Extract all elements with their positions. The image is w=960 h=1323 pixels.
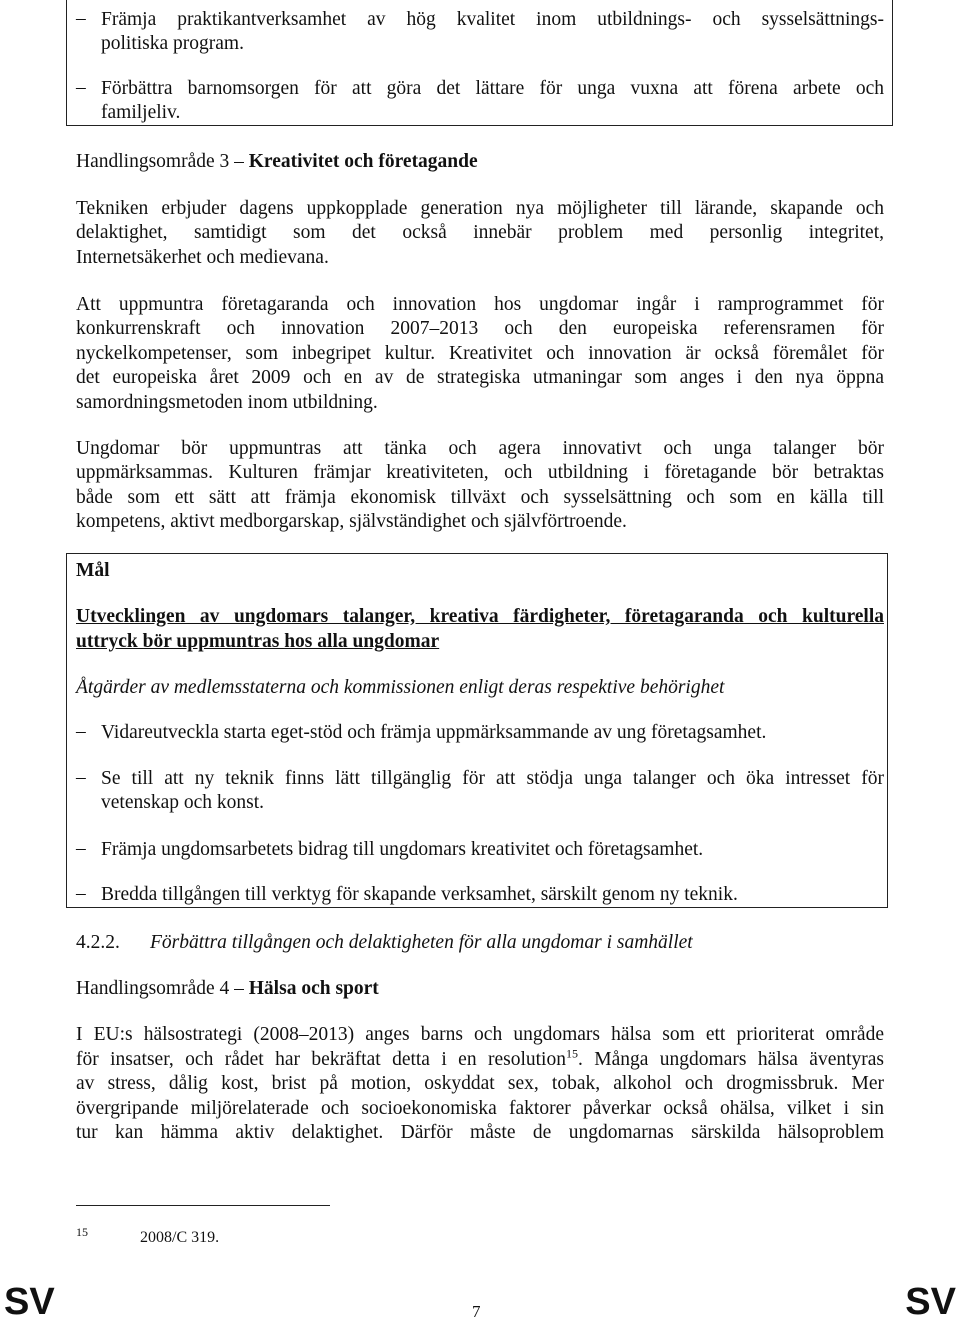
action-item-2-line-1: Se till att ny teknik finns lätt tillgänglig för att stödja unga talanger och öka intresset för: [101, 768, 884, 789]
para-4-line-4: övergripande miljörelaterade och socioekonomiska faktorer påverkar också ohälsa, vilket i sin: [76, 1098, 884, 1119]
para-1-line-2: delaktighet, samtidigt som det också innebär problem med personlig integritet,: [76, 222, 884, 243]
top-item-1-line-1: Främja praktikantverksamhet av hög kvalitet inom utbildnings- och sysselsättnings-: [101, 9, 884, 30]
list-dash: –: [76, 77, 86, 98]
para-2-line-3: nyckelkompetenser, som inbegripet kultur. Kreativitet och innovation är också föremålet för: [76, 343, 884, 364]
page-number: 7: [472, 1302, 481, 1321]
actions-heading: Åtgärder av medlemsstaterna och kommissionen enligt deras respektive behörighet: [76, 677, 725, 698]
list-dash: –: [76, 883, 86, 904]
list-dash: –: [76, 838, 86, 859]
para-4-line-2-after: . Många ungdomars hälsa äventyras: [577, 1049, 885, 1070]
footnote-ref: 15: [565, 1046, 578, 1061]
para-2-line-1: Att uppmuntra företagaranda och innovation hos ungdomar ingår i ramprogrammet för: [76, 294, 884, 315]
top-item-1-line-2: politiska program.: [101, 33, 244, 54]
para-1-line-1: Tekniken erbjuder dagens uppkopplade generation nya möjligheter till lärande, skapande och: [76, 198, 884, 219]
action-item-2-line-2: vetenskap och konst.: [101, 792, 265, 813]
goal-line-1: Utvecklingen av ungdomars talanger, kreativa färdigheter, företagaranda och kulturella: [76, 606, 884, 627]
top-item-2-line-2: familjeliv.: [101, 102, 181, 123]
action-item-4: Bredda tillgången till verktyg för skapande verksamhet, särskilt genom ny teknik.: [101, 884, 738, 905]
top-item-2-line-1: Förbättra barnomsorgen för att göra det lättare för unga vuxna att förena arbete och: [101, 78, 884, 99]
area-4-prefix: Handlingsområde 4 –: [76, 978, 249, 999]
para-3-line-2: uppmärksammas. Kulturen främjar kreativiteten, och utbildning i företagande bör betraktas: [76, 462, 884, 483]
list-dash: –: [76, 767, 86, 788]
footnote-text: 2008/C 319.: [140, 1229, 220, 1246]
para-3-line-3: både som ett sätt att främja ekonomisk tillväxt och sysselsättning och som en källa till: [76, 487, 884, 508]
action-item-3: Främja ungdomsarbetets bidrag till ungdomars kreativitet och företagsamhet.: [101, 839, 704, 860]
para-4-line-1: I EU:s hälsostrategi (2008–2013) anges barns och ungdomars hälsa som ett prioriterat område: [76, 1024, 884, 1045]
para-3-line-1: Ungdomar bör uppmuntras att tänka och agera innovativt och unga talanger bör: [76, 438, 884, 459]
footnote-number: 15: [76, 1225, 88, 1239]
goal-label: Mål: [76, 560, 110, 581]
para-4-line-2: [76, 1048, 884, 1072]
area-4-title: Hälsa och sport: [248, 978, 379, 999]
para-4-line-3: av stress, dålig kost, brist på motion, oskyddat sex, tobak, alkohol och drogmissbruk. Mer: [76, 1073, 884, 1094]
section-number: 4.2.2.: [76, 932, 120, 953]
area-3-heading: [76, 150, 884, 174]
area-3-prefix: Handlingsområde 3 –: [76, 151, 249, 172]
para-1-line-3: Internetsäkerhet och medievana.: [76, 247, 329, 268]
para-2-line-4: det europeiska året 2009 och en av de strategiska utmaningar som anges i den nya öppna: [76, 367, 884, 388]
action-item-1: Vidareutveckla starta eget-stöd och främja uppmärksammande av ung företagsamhet.: [101, 722, 767, 743]
para-4-line-2-before: för insatser, och rådet har bekräftat detta i en resolution: [76, 1049, 566, 1070]
para-4-line-5: tur kan hämma aktiv delaktighet. Därför måste de ungdomarnas särskilda hälsoproblem: [76, 1122, 884, 1143]
para-2-line-2: konkurrenskraft och innovation 2007–2013 och den europeiska referensramen för: [76, 318, 884, 339]
section-title: Förbättra tillgången och delaktigheten för alla ungdomar i samhället: [150, 932, 693, 953]
language-code-left: SV: [4, 1281, 55, 1323]
footnote-separator: [76, 1205, 330, 1206]
list-dash: –: [76, 721, 86, 742]
language-code-right: SV: [905, 1281, 956, 1323]
area-4-heading: [76, 977, 884, 1001]
list-dash: –: [76, 8, 86, 29]
goal-line-2: uttryck bör uppmuntras hos alla ungdomar: [76, 631, 440, 652]
para-2-line-5: samordningsmetoden inom utbildning.: [76, 392, 378, 413]
para-3-line-4: kompetens, aktivt medborgarskap, självständighet och självförtroende.: [76, 511, 627, 532]
area-3-title: Kreativitet och företagande: [248, 151, 478, 172]
